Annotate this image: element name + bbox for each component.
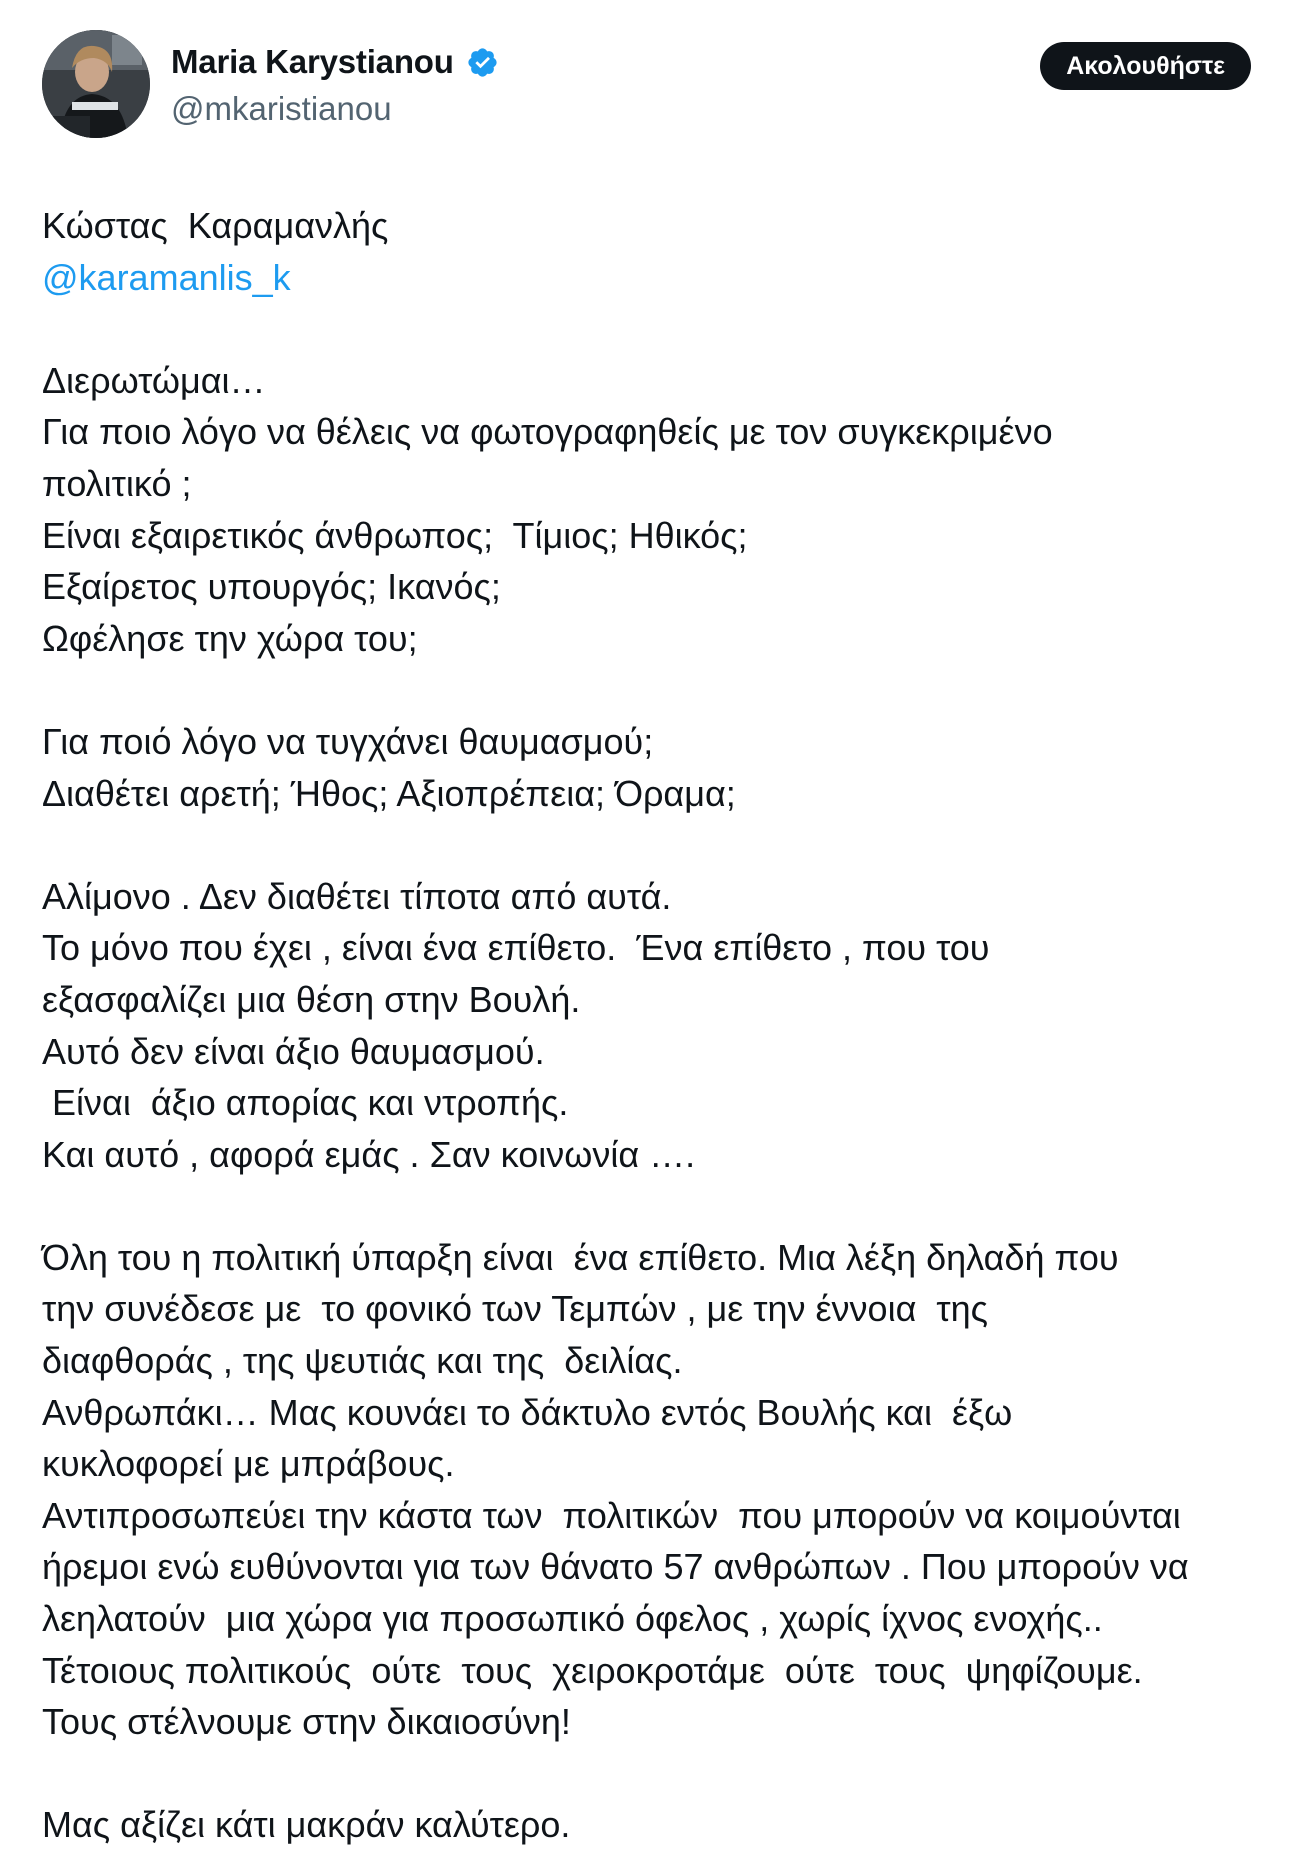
tweet-header xyxy=(42,30,1251,142)
tweet-line xyxy=(42,819,1257,871)
tweet-line: Είναι εξαιρετικός άνθρωπος; Τίμιος; Ηθικός; xyxy=(42,514,748,556)
author-handle[interactable]: @mkaristianou xyxy=(171,90,392,127)
author-display-name[interactable]: Maria Karystianou xyxy=(171,43,454,80)
tweet-line: εξασφαλίζει μια θέση στην Βουλή. xyxy=(42,978,581,1020)
tweet-line: πολιτικό ; xyxy=(42,462,192,504)
tweet-line: κυκλοφορεί με μπράβους. xyxy=(42,1443,455,1485)
tweet-line: Εξαίρετος υπουργός; Ικανός; xyxy=(42,566,501,608)
author-avatar[interactable] xyxy=(42,30,150,138)
verified-badge-icon[interactable] xyxy=(466,46,499,79)
tweet-line: Είναι άξιο απορίας και ντροπής. xyxy=(42,1082,569,1124)
tweet-line xyxy=(42,1180,1257,1232)
tweet-line: Ανθρωπάκι… Μας κουνάει το δάκτυλο εντός Βουλής και έξω xyxy=(42,1391,1013,1433)
author-name-row xyxy=(171,40,499,84)
tweet-addressee: Κώστας Καραμανλής xyxy=(42,205,389,246)
tweet-line: Για ποιό λόγο να τυγχάνει θαυμασμού; xyxy=(42,720,654,762)
tweet-line: Τέτοιους πολιτικούς ούτε τους χειροκροτάμε ούτε τους ψηφίζουμε. xyxy=(42,1649,1143,1691)
tweet-line: Ωφέλησε την χώρα του; xyxy=(42,617,418,659)
tweet-line: Αυτό δεν είναι άξιο θαυμασμού. xyxy=(42,1030,545,1072)
tweet-line xyxy=(42,303,1257,355)
tweet-line: Αντιπροσωπεύει την κάστα των πολιτικών που μπορούν να κοιμούνται xyxy=(42,1494,1181,1536)
avatar-photo-icon xyxy=(42,30,150,138)
tweet-line: λεηλατούν μια χώρα για προσωπικό όφελος , χωρίς ίχνος ενοχής.. xyxy=(42,1598,1103,1640)
tweet-line: διαφθοράς , της ψευτιάς και της δειλίας. xyxy=(42,1340,683,1382)
tweet-line: ήρεμοι ενώ ευθύνονται για των θάνατο 57 ανθρώπων . Που μπορούν να xyxy=(42,1546,1189,1588)
tweet-line xyxy=(42,1748,1257,1800)
follow-button[interactable]: Ακολουθήστε xyxy=(1040,42,1251,90)
tweet-line: Διαθέτει αρετή; Ήθος; Αξιοπρέπεια; Όραμα; xyxy=(42,772,736,814)
tweet-line: Το μόνο που έχει , είναι ένα επίθετο. Ένα επίθετο , που του xyxy=(42,927,990,969)
tweet-line: Όλη του η πολιτική ύπαρξη είναι ένα επίθετο. Μια λέξη δηλαδή που xyxy=(42,1236,1119,1278)
tweet-line: Για ποιο λόγο να θέλεις να φωτογραφηθείς με τον συγκεκριμένο xyxy=(42,411,1053,453)
mention-link[interactable]: @karamanlis_k xyxy=(42,256,291,298)
tweet-line: Τους στέλνουμε στην δικαιοσύνη! xyxy=(42,1701,571,1743)
tweet-text xyxy=(42,200,1257,1851)
tweet-line: Διερωτώμαι… xyxy=(42,359,266,401)
tweet-line: Αλίμονο . Δεν διαθέτει τίποτα από αυτά. xyxy=(42,875,672,917)
author-info xyxy=(171,40,499,128)
tweet-line: Μας αξίζει κάτι μακράν καλύτερο. xyxy=(42,1804,571,1846)
tweet-line xyxy=(42,664,1257,716)
tweet-line: Και αυτό , αφορά εμάς . Σαν κοινωνία …. xyxy=(42,1133,696,1175)
tweet-line: την συνέδεσε με το φονικό των Τεμπών , με την έννοια της xyxy=(42,1288,988,1330)
